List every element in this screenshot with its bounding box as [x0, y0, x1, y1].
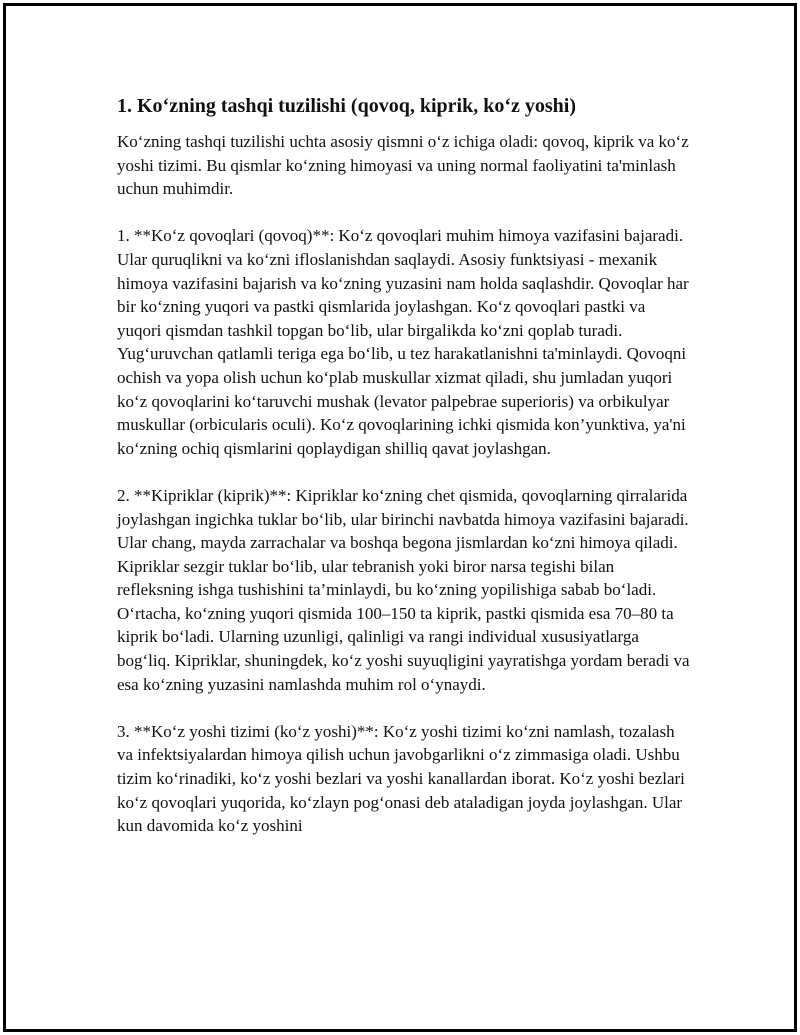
- intro-paragraph: Ko‘zning tashqi tuzilishi uchta asosiy qismni o‘z ichiga oladi: qovoq, kiprik va ko‘z yoshi tizimi. Bu qismlar ko‘zning himoyasi va uning normal faoliyatini ta'minlash uchun muhimdir.: [117, 132, 689, 199]
- document-body: [117, 92, 692, 861]
- tear-system-paragraph: 3. **Ko‘z yoshi tizimi (ko‘z yoshi)**: Ko‘z yoshi tizimi ko‘zni namlash, tozalash va infektsiyalardan himoya qilish uchun javobgarlikni o‘z zimmasiga oladi. Ushbu tizim ko‘rinadiki, ko‘z yoshi bezlari va yoshi kanallardan iborat. Ko‘z yoshi bezlari ko‘z qovoqlari yuqorida, ko‘zlayn pog‘onasi deb ataladigan joyda joylashgan. Ular kun davomida ko‘z yoshini: [117, 721, 685, 836]
- section-heading: 1. Ko‘zning tashqi tuzilishi (qovoq, kiprik, ko‘z yoshi): [117, 95, 576, 117]
- eyelashes-paragraph: 2. **Kipriklar (kiprik)**: Kipriklar ko‘zning chet qismida, qovoqlarning qirralarida joylashgan ingichka tuklar bo‘lib, ular birinchi navbatda himoya vazifasini bajaradi. Ular chang, mayda zarrachalar va boshqa begona jismlardan ko‘zni himoya qiladi. Kipriklar sezgir tuklar bo‘lib, ular tebranish yoki biror narsa tegishi bilan refleksning ishga tushishini ta’minlaydi, bu ko‘zning yopilishiga sabab bo‘ladi. O‘rtacha, ko‘zning yuqori qismida 100–150 ta kiprik, pastki qismida esa 70–80 ta kiprik bo‘ladi. Ularning uzunligi, qalinligi va rangi individual xususiyatlarga bog‘liq. Kipriklar, shuningdek, ko‘z yoshi suyuqligini yayratishga yordam beradi va esa ko‘zning yuzasini namlashda muhim rol o‘ynaydi.: [117, 485, 690, 694]
- eyelids-paragraph: 1. **Ko‘z qovoqlari (qovoq)**: Ko‘z qovoqlari muhim himoya vazifasini bajaradi. Ular quruqlikni va ko‘zni ifloslanishdan saqlaydi. Asosiy funktsiyasi - mexanik himoya vazifasini bajarish va ko‘zning yuzasini nam holda saqlashdir. Qovoqlar har bir ko‘zning yuqori va pastki qismlarida joylashgan. Ko‘z qovoqlari pastki va yuqori qismdan tashkil topgan bo‘lib, ular birgalikda ko‘zni qoplab turadi. Yug‘uruvchan qatlamli teriga ega bo‘lib, u tez harakatlanishni ta'minlaydi. Qovoqni ochish va yopa olish uchun ko‘plab muskullar xizmat qiladi, shu jumladan yuqori ko‘z qovoqlarini ko‘taruvchi mushak (levator palpebrae superioris) va orbikulyar muskullar (orbicularis oculi). Ko‘z qovoqlarining ichki qismida kon’yunktiva, ya'ni ko‘zning ochiq qismlarini qoplaydigan shilliq qavat joylashgan.: [117, 226, 689, 458]
